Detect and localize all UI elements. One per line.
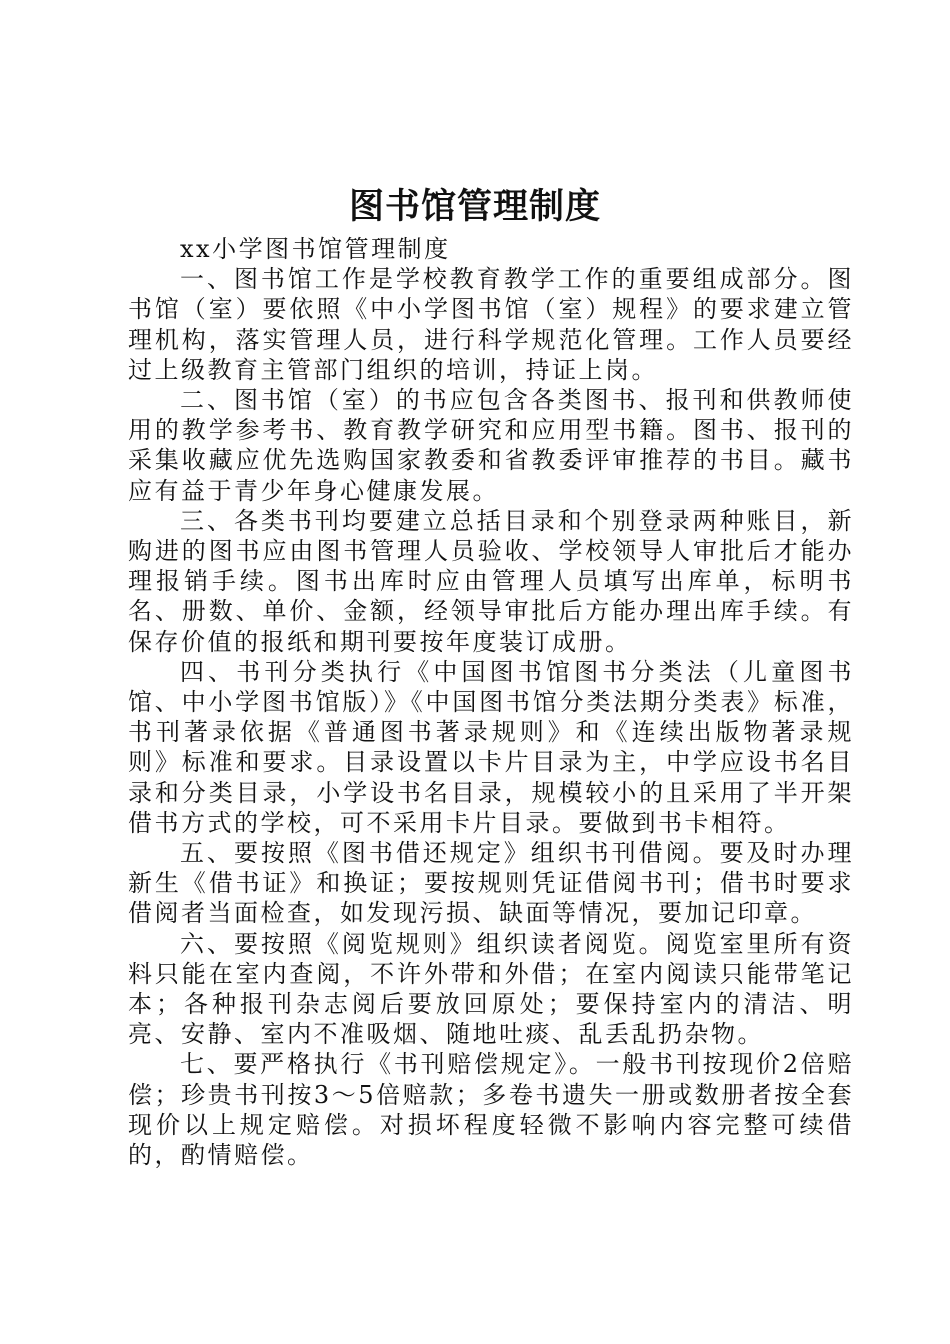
document-body bbox=[128, 234, 854, 1170]
document-subtitle: xx小学图书馆管理制度 bbox=[180, 235, 451, 263]
paragraph-5: 五、要按照《图书借还规定》组织书刊借阅。要及时办理新生《借书证》和换证；要按规则凭证借阅书刊；借书时要求借阅者当面检查，如发现污损、缺面等情况，要加记印章。 bbox=[128, 839, 854, 928]
paragraph-6: 六、要按照《阅览规则》组织读者阅览。阅览室里所有资料只能在室内查阅，不许外带和外借；在室内阅读只能带笔记本；各种报刊杂志阅后要放回原处；要保持室内的清洁、明亮、安静、室内不准吸烟、随地吐痰、乱丢乱扔杂物。 bbox=[128, 929, 854, 1049]
paragraph-7: 七、要严格执行《书刊赔偿规定》。一般书刊按现价2倍赔偿；珍贵书刊按3～5倍赔款；多卷书遗失一册或数册者按全套现价以上规定赔偿。对损坏程度轻微不影响内容完整可续借的，酌情赔偿。 bbox=[128, 1050, 854, 1170]
paragraph-3: 三、各类书刊均要建立总括目录和个别登录两种账目，新购进的图书应由图书管理人员验收、学校领导人审批后才能办理报销手续。图书出库时应由管理人员填写出库单，标明书名、册数、单价、金额，经领导审批后方能办理出库手续。有保存价值的报纸和期刊要按年度装订成册。 bbox=[128, 506, 854, 656]
paragraph-4: 四、书刊分类执行《中国图书馆图书分类法（儿童图书馆、中小学图书馆版）》《中国图书馆分类法期分类表》标准，书刊著录依据《普通图书著录规则》和《连续出版物著录规则》标准和要求。目录设置以卡片目录为主，中学应设书名目录和分类目录，小学设书名目录，规模较小的且采用了半开架借书方式的学校，可不采用卡片目录。要做到书卡相符。 bbox=[128, 657, 854, 837]
paragraph-2: 二、图书馆（室）的书应包含各类图书、报刊和供教师使用的教学参考书、教育教学研究和应用型书籍。图书、报刊的采集收藏应优先选购国家教委和省教委评审推荐的书目。藏书应有益于青少年身心健康发展。 bbox=[128, 386, 854, 505]
document-title: 图书馆管理制度 bbox=[348, 186, 601, 227]
paragraph-1: 一、图书馆工作是学校教育教学工作的重要组成部分。图书馆（室）要依照《中小学图书馆（室）规程》的要求建立管理机构，落实管理人员，进行科学规范化管理。工作人员要经过上级教育主管部门组织的培训，持证上岗。 bbox=[128, 265, 854, 384]
